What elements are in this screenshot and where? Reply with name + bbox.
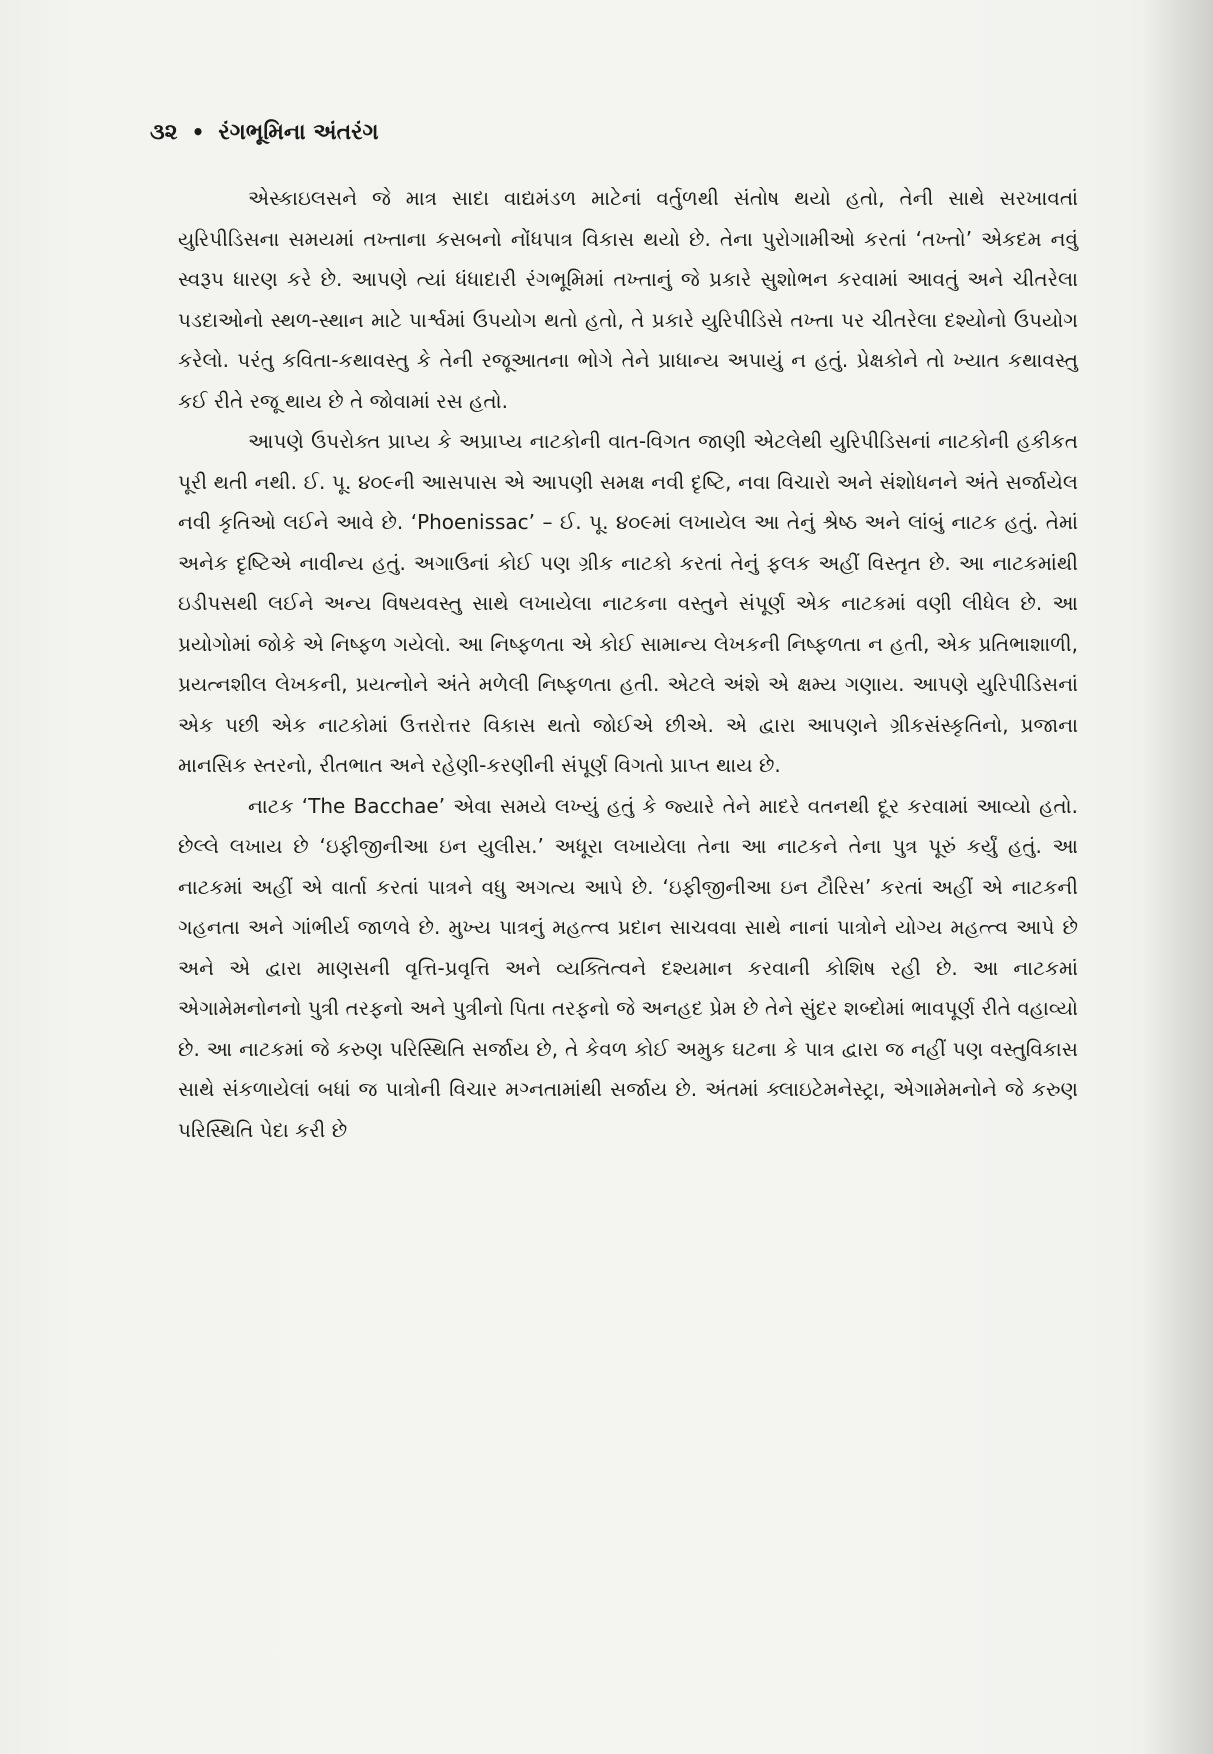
page-number: ૩૨ [150, 119, 178, 145]
paragraph-3: નાટક ‘The Bacchae’ એવા સમયે લખ્યું હતું કે જ્યારે તેને માદરે વતનથી દૂર કરવામાં આવ્યો હતો. છેલ્લે લખાય છે ‘ઇફીજીનીઆ ઇન યુલીસ.’ અધૂરા લખાયેલા તેના આ નાટકને તેના પુત્ર પૂરું કર્યું હતું. આ નાટકમાં અહીં એ વાર્તા કરતાં પાત્રને વધુ અગત્ય આપે છે. ‘ઇફીજીનીઆ ઇન ટૌરિસ’ કરતાં અહીં એ નાટકની ગહનતા અને ગાંભીર્ય જાળવે છે. મુખ્ય પાત્રનું મહત્ત્વ પ્રદાન સાચવવા સાથે નાનાં પાત્રોને યોગ્ય મહત્ત્વ આપે છે અને એ દ્વારા માણસની વૃત્તિ-પ્રવૃત્તિ અને વ્યક્તિત્વને દશ્યમાન કરવાની કોશિષ રહી છે. આ નાટકમાં એગામેમનોનનો પુત્રી તરફનો અને પુત્રીનો પિતા તરફનો જે અનહદ પ્રેમ છે તેને સુંદર શબ્દોમાં ભાવપૂર્ણ રીતે વહાવ્યો છે. આ નાટકમાં જે કરુણ પરિસ્થિતિ સર્જાય છે, તે કેવળ કોઈ અમુક ઘટના કે પાત્ર દ્વારા જ નહીં પણ વસ્તુવિકાસ સાથે સંકળાયેલાં બધાં જ પાત્રોની વિચાર મગ્નતામાંથી સર્જાય છે. અંતમાં ક્લાઇટેમનેસ્ટ્રા, એગામેમનોને જે કરુણ પરિસ્થિતિ પેદા કરી છે [178, 793, 1078, 1142]
body-text [178, 178, 1078, 1150]
header-separator: • [191, 120, 205, 144]
paragraph-2: આપણે ઉપરોક્ત પ્રાપ્ય કે અપ્રાપ્ય નાટકોની વાત-વિગત જાણી એટલેથી યુરિપીડિસનાં નાટકોની હકીકત પૂરી થતી નથી. ઈ. પૂ. ૪૦૯ની આસપાસ એ આપણી સમક્ષ નવી દૃષ્ટિ, નવા વિચારો અને સંશોધનને અંતે સર્જાયેલ નવી કૃતિઓ લઈને આવે છે. ‘Phoenissac’ – ઈ. પૂ. ૪૦૯માં લખાયેલ આ તેનું શ્રેષ્ઠ અને લાંબું નાટક હતું. તેમાં અનેક દૃષ્ટિએ નાવીન્ય હતું. અગાઉનાં કોઈ પણ ગ્રીક નાટકો કરતાં તેનું ફલક અહીં વિસ્તૃત છે. આ નાટકમાંથી ઇડીપસથી લઈને અન્ય વિષયવસ્તુ સાથે લખાયેલા નાટકના વસ્તુને સંપૂર્ણ એક નાટકમાં વણી લીધેલ છે. આ પ્રયોગોમાં જોકે એ નિષ્ફળ ગયેલો. આ નિષ્ફળતા એ કોઈ સામાન્ય લેખકની નિષ્ફળતા ન હતી, એક પ્રતિભાશાળી, પ્રયત્નશીલ લેખકની, પ્રયત્નોને અંતે મળેલી નિષ્ફળતા હતી. એટલે અંશે એ ક્ષમ્ય ગણાય. આપણે યુરિપીડિસનાં એક પછી એક નાટકોમાં ઉત્તરોત્તર વિકાસ થતો જોઈએ છીએ. એ દ્વારા આપણને ગ્રીકસંસ્કૃતિનો, પ્રજાના માનસિક સ્તરનો, રીતભાત અને રહેણી-કરણીની સંપૂર્ણ વિગતો પ્રાપ્ત થાય છે. [178, 429, 1078, 777]
paragraph-1: એસ્કાઇલસને જે માત્ર સાદા વાદ્યમંડળ માટેનાં વર્તુળથી સંતોષ થયો હતો, તેની સાથે સરખાવતાં યુરિપીડિસના સમયમાં તખ્તાના કસબનો નોંધપાત્ર વિકાસ થયો છે. તેના પુરોગામીઓ કરતાં ‘તખ્તો’ એકદમ નવું સ્વરૂપ ધારણ કરે છે. આપણે ત્યાં ધંધાદારી રંગભૂમિમાં તખ્તાનું જે પ્રકારે સુશોભન કરવામાં આવતું અને ચીતરેલા પડદાઓનો સ્થળ-સ્થાન માટે પાર્શ્વમાં ઉપયોગ થતો હતો, તે પ્રકારે યુરિપીડિસે તખ્તા પર ચીતરેલા દશ્યોનો ઉપયોગ કરેલો. પરંતુ કવિતા-કથાવસ્તુ કે તેની રજૂઆતના ભોગે તેને પ્રાધાન્ય અપાયું ન હતું. પ્રેક્ષકોને તો ખ્યાત કથાવસ્તુ કઈ રીતે રજૂ થાય છે તે જોવામાં રસ હતો. [178, 186, 1078, 413]
page-edge-shadow [1143, 0, 1213, 1754]
running-title: રંગભૂમિના અંતરંગ [218, 119, 379, 145]
running-header [150, 112, 379, 152]
